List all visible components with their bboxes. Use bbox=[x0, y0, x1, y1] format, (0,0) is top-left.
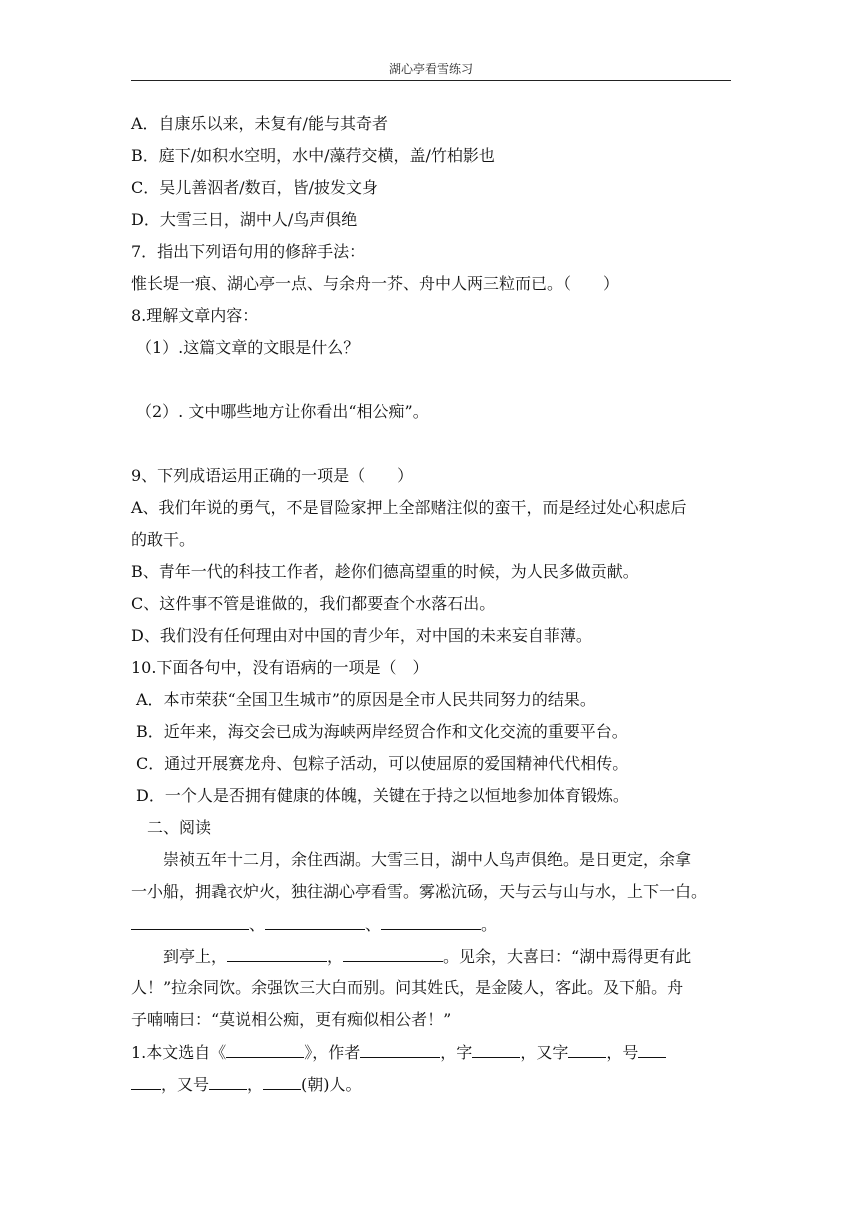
text-segment: ，又字 bbox=[520, 1043, 569, 1062]
answer-blank[interactable] bbox=[265, 914, 365, 930]
text-segment: ， bbox=[247, 1075, 264, 1094]
question-1-line-1 bbox=[131, 1042, 666, 1063]
text-segment: 到亭上， bbox=[163, 947, 228, 966]
question-8: 8.理解文章内容： bbox=[131, 306, 259, 325]
dynasty-blank[interactable] bbox=[263, 1074, 301, 1090]
courtesy-name-blank[interactable] bbox=[472, 1042, 520, 1058]
option-b-line: B．庭下/如积水空明，水中/藻荇交横，盖/竹柏影也 bbox=[131, 146, 495, 165]
question-10-option-b: B．近年来，海交会已成为海峡两岸经贸合作和文化交流的重要平台。 bbox=[136, 722, 628, 741]
alt-pseudonym-blank[interactable] bbox=[209, 1074, 247, 1090]
book-title-blank[interactable] bbox=[226, 1042, 304, 1058]
question-9-option-c: C、这件事不管是谁做的，我们都要查个水落石出。 bbox=[131, 594, 496, 613]
passage-line-3 bbox=[163, 946, 691, 967]
question-10-option-a: A．本市荣获“全国卫生城市”的原因是全市人民共同努力的结果。 bbox=[136, 690, 596, 709]
text-segment: ，又号 bbox=[161, 1075, 210, 1094]
pseudonym-blank-cont[interactable] bbox=[131, 1074, 161, 1090]
text-segment: 1.本文选自《 bbox=[131, 1043, 227, 1062]
second-courtesy-name-blank[interactable] bbox=[568, 1042, 606, 1058]
question-9-option-a: A、我们年说的勇气，不是冒险家押上全部赌注似的蛮干，而是经过处心积虑后 bbox=[131, 498, 687, 517]
text-segment: (朝)人。 bbox=[301, 1075, 362, 1094]
passage-line-1: 崇祯五年十二月，余住西湖。大雪三日，湖中人鸟声俱绝。是日更定，余拿 bbox=[163, 850, 692, 869]
passage-blank-line bbox=[131, 914, 497, 935]
question-8-2: （2）. 文中哪些地方让你看出“相公痴”。 bbox=[136, 402, 429, 421]
question-8-1: （1）.这篇文章的文眼是什么？ bbox=[136, 338, 360, 357]
page-header-title: 湖心亭看雪练习 bbox=[388, 62, 473, 76]
answer-blank[interactable] bbox=[131, 914, 249, 930]
option-d-line: D．大雪三日，湖中人/鸟声俱绝 bbox=[131, 210, 358, 229]
question-9-option-b: B、青年一代的科技工作者，趁你们德高望重的时候，为人民多做贡献。 bbox=[131, 562, 639, 581]
text-segment: ，字 bbox=[440, 1043, 473, 1062]
passage-line-2: 一小船，拥毳衣炉火，独往湖心亭看雪。雾凇沆砀，天与云与山与水，上下一白。 bbox=[131, 882, 708, 901]
header-rule bbox=[131, 80, 731, 81]
author-blank[interactable] bbox=[360, 1042, 440, 1058]
question-10-option-c: C．通过开展赛龙舟、包粽子活动，可以使屈原的爱国精神代代相传。 bbox=[136, 754, 629, 773]
answer-blank[interactable] bbox=[343, 946, 443, 962]
section-2-heading: 二、阅读 bbox=[147, 818, 212, 837]
option-c-line: C．吴儿善泅者/数百，皆/披发文身 bbox=[131, 178, 379, 197]
question-9-option-d: D、我们没有任何理由对中国的青少年，对中国的未来妄自菲薄。 bbox=[131, 626, 592, 645]
question-9: 9、下列成语运用正确的一项是（ ） bbox=[131, 466, 414, 485]
text-segment: ，号 bbox=[606, 1043, 639, 1062]
question-9-option-a-cont: 的敢干。 bbox=[131, 530, 196, 549]
answer-blank[interactable] bbox=[227, 946, 327, 962]
separator: 、 bbox=[365, 915, 382, 934]
text-segment: ， bbox=[327, 947, 344, 966]
question-7: 7．指出下列语句用的修辞手法： bbox=[131, 242, 366, 261]
answer-blank[interactable] bbox=[381, 914, 481, 930]
passage-line-5: 子喃喃曰：“莫说相公痴，更有痴似相公者！” bbox=[131, 1010, 452, 1029]
question-7-sentence: 惟长堤一痕、湖心亭一点、与余舟一芥、舟中人两三粒而已。（ ） bbox=[131, 274, 620, 293]
passage-line-4: 人！”拉余同饮。余强饮三大白而别。问其姓氏，是金陵人，客此。及下船。舟 bbox=[131, 978, 684, 997]
separator: 、 bbox=[249, 915, 266, 934]
question-10: 10.下面各句中，没有语病的一项是（ ） bbox=[131, 658, 429, 677]
question-1-line-2 bbox=[131, 1074, 362, 1095]
text-segment: 》，作者 bbox=[304, 1043, 361, 1062]
option-a-line: A．自康乐以来，未复有/能与其奇者 bbox=[131, 114, 388, 133]
text-segment: 。见余，大喜曰：“湖中焉得更有此 bbox=[443, 947, 692, 966]
question-10-option-d: D．一个人是否拥有健康的体魄，关键在于持之以恒地参加体育锻炼。 bbox=[136, 786, 629, 805]
line-end: 。 bbox=[481, 915, 498, 934]
pseudonym-blank[interactable] bbox=[638, 1042, 666, 1058]
